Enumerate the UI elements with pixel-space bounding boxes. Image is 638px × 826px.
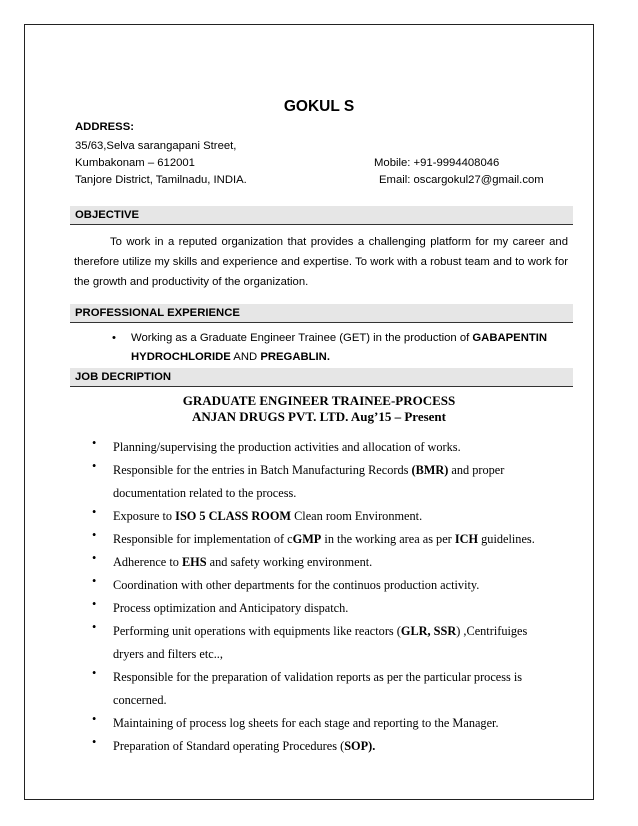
- job-duty-text: [113, 620, 561, 666]
- experience-and: AND: [230, 351, 261, 363]
- job-duty-text: [113, 597, 561, 620]
- bullet-icon: •: [92, 735, 97, 749]
- job-duty-text: [113, 551, 561, 574]
- bullet-icon: •: [92, 574, 97, 588]
- job-duty-fragment: Planning/supervising the production activities and allocation of works.: [113, 440, 461, 454]
- job-duty-emphasis: ICH: [454, 532, 479, 546]
- objective-text: To work in a reputed organization that provides a challenging platform for my career and therefore utilize my skills and experience and expertise. To work with a robust team and to work for the growth and productivity of the organization.: [74, 236, 568, 288]
- product-gabapentin: GABAPENTIN: [472, 332, 548, 344]
- bullet-icon: •: [92, 505, 97, 519]
- mobile-number: Mobile: +91-9994408046: [374, 157, 500, 169]
- job-duty-fragment: guidelines.: [478, 532, 535, 546]
- job-duty-fragment: in the working area as per: [321, 532, 455, 546]
- job-duty-fragment: Performing unit operations with equipments like reactors (: [113, 624, 401, 638]
- bullet-icon: •: [92, 597, 97, 611]
- job-duty-fragment: and safety working environment.: [206, 555, 373, 569]
- experience-line: [131, 329, 571, 367]
- address-label: ADDRESS:: [75, 121, 134, 133]
- job-duty-text: [113, 436, 561, 459]
- job-duty-text: [113, 528, 561, 551]
- job-duty-fragment: Process optimization and Anticipatory dispatch.: [113, 601, 349, 615]
- job-duty-emphasis: EHS: [181, 555, 207, 569]
- job-duty-fragment: ) ,Centrifuiges dryers and filters etc..,: [113, 624, 528, 661]
- address-line-3: Tanjore District, Tamilnadu, INDIA.: [75, 174, 247, 186]
- job-duty-fragment: Clean room Environment.: [291, 509, 423, 523]
- experience-text: Working as a Graduate Engineer Trainee (GET) in the production of: [131, 332, 473, 344]
- product-hydrochloride: HYDROCHLORIDE: [131, 351, 231, 363]
- job-duty-emphasis: ISO 5 CLASS ROOM: [175, 509, 291, 523]
- candidate-name: GOKUL S: [283, 98, 355, 115]
- job-duty-emphasis: (BMR): [411, 463, 449, 477]
- job-duty-text: [113, 666, 561, 712]
- job-description-heading: JOB DECRIPTION: [70, 368, 573, 387]
- job-duty-emphasis: GMP: [292, 532, 322, 546]
- job-duty-fragment: Responsible for the preparation of validation reports as per the particular process is concerned.: [113, 670, 523, 707]
- bullet-icon: •: [92, 551, 97, 565]
- job-duty-fragment: Exposure to: [113, 509, 176, 523]
- job-duty-text: [113, 712, 561, 735]
- job-duty-emphasis: GLR, SSR: [400, 624, 457, 638]
- job-title: GRADUATE ENGINEER TRAINEE-PROCESS: [182, 393, 456, 408]
- product-pregablin: PREGABLIN.: [260, 351, 330, 363]
- job-duty-fragment: Coordination with other departments for the continuos production activity.: [113, 578, 480, 592]
- job-duty-text: [113, 459, 561, 505]
- experience-heading: PROFESSIONAL EXPERIENCE: [70, 304, 573, 323]
- address-line-2: Kumbakonam – 612001: [75, 157, 195, 169]
- address-line-1: 35/63,Selva sarangapani Street,: [75, 140, 237, 152]
- bullet-icon: •: [92, 712, 97, 726]
- job-duty-text: [113, 574, 561, 597]
- job-duty-fragment: Maintaining of process log sheets for each stage and reporting to the Manager.: [113, 716, 499, 730]
- job-duty-fragment: Adherence to: [113, 555, 182, 569]
- objective-heading: OBJECTIVE: [70, 206, 573, 225]
- job-duty-fragment: Responsible for the entries in Batch Manufacturing Records: [113, 463, 412, 477]
- bullet-icon: •: [92, 666, 97, 680]
- job-duty-fragment: Responsible for implementation of c: [113, 532, 293, 546]
- bullet-icon: •: [92, 528, 97, 542]
- job-duty-emphasis: SOP).: [344, 739, 376, 753]
- job-duty-fragment: Preparation of Standard operating Procedures (: [113, 739, 345, 753]
- bullet-icon: •: [92, 620, 97, 634]
- job-duty-text: [113, 735, 561, 758]
- email-address: Email: oscargokul27@gmail.com: [379, 174, 544, 186]
- experience-bullet: •: [112, 332, 116, 344]
- job-duty-text: [113, 505, 561, 528]
- bullet-icon: •: [92, 436, 97, 450]
- company-and-dates: ANJAN DRUGS PVT. LTD. Aug’15 – Present: [192, 409, 446, 424]
- bullet-icon: •: [92, 459, 97, 473]
- job-duty-fragment: and proper documentation related to the process.: [113, 463, 505, 500]
